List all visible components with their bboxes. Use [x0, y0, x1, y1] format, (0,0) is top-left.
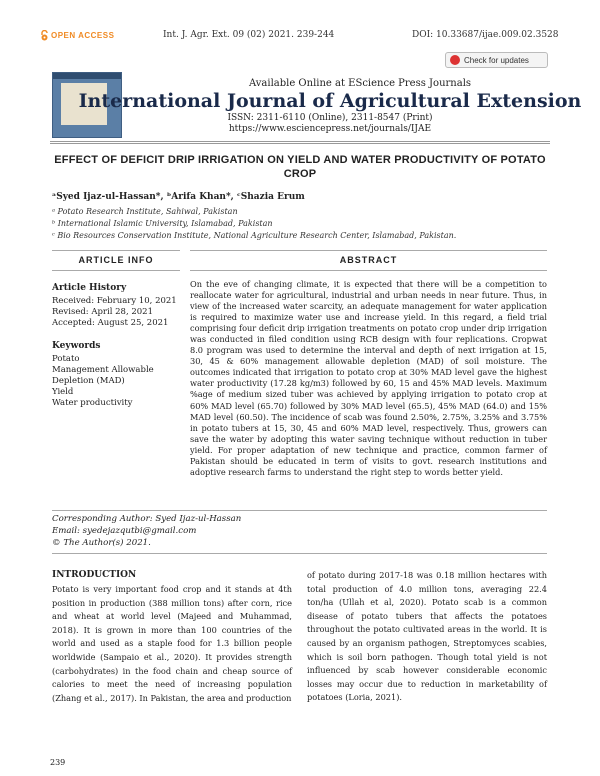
open-lock-icon	[40, 30, 49, 41]
keyword: Water productivity	[52, 398, 133, 408]
doi: DOI: 10.33687/ijae.009.02.3528	[412, 30, 559, 40]
keyword: Management Allowable	[52, 365, 154, 375]
keywords-heading: Keywords	[52, 341, 101, 351]
open-access-label: OPEN ACCESS	[51, 31, 115, 40]
check-for-updates-button[interactable]	[445, 52, 548, 68]
page-number: 239	[50, 758, 66, 767]
copyright: © The Author(s) 2021.	[52, 538, 151, 548]
corresponding-author: Corresponding Author: Syed Ijaz-ul-Hassan	[52, 514, 242, 524]
journal-title: International Journal of Agricultural Extension	[78, 90, 582, 112]
article-info-rule-bottom	[52, 270, 180, 271]
history-heading: Article History	[52, 283, 127, 293]
paper-title: EFFECT OF DEFICIT DRIP IRRIGATION ON YIELD AND WATER PRODUCTIVITY OF POTATO CROP	[54, 154, 546, 180]
keyword: Yield	[52, 387, 74, 397]
accepted-date: Accepted: August 25, 2021	[52, 318, 169, 328]
open-access-logo	[40, 30, 114, 41]
header-rule-2	[50, 143, 550, 144]
keyword: Potato	[52, 354, 80, 364]
availability-line: Available Online at EScience Press Journals	[248, 78, 472, 89]
article-info-heading: ARTICLE INFO	[78, 255, 154, 265]
abstract-heading: ABSTRACT	[339, 255, 398, 265]
check-for-updates-label: Check for updates	[464, 55, 529, 65]
citation: Int. J. Agr. Ext. 09 (02) 2021. 239-244	[163, 30, 335, 40]
affiliation-a: ᵃ Potato Research Institute, Sahiwal, Pakistan	[52, 207, 238, 216]
abstract-rule-top	[190, 250, 547, 251]
correspondence-rule-bottom	[52, 553, 547, 554]
body-column-right: of potato during 2017-18 was 0.18 million hectares with total production of 4.0 million tons, averaging 22.4 ton/ha (Ullah et al, 2020). Potato scab is a common disease of potato tubers that affects the potatoes throughout the potato cultivated areas in the world. It is caused by an organism pathogen, Streptomyces scabies, which is soil born pathogen. Though total yield is not influenced by scab however considerable economic losses may occur due to reduction in marketability of potatoes (Loria, 2021).	[307, 570, 547, 703]
affiliation-b: ᵇ International Islamic University, Islamabad, Pakistan	[52, 219, 273, 228]
journal-issn: ISSN: 2311-6110 (Online), 2311-8547 (Print)	[227, 113, 433, 123]
introduction-heading: INTRODUCTION	[52, 570, 137, 580]
revised-date: Revised: April 28, 2021	[52, 307, 153, 317]
body-column-left: Potato is very important food crop and it stands at 4th position in production (388 million tons) after corn, rice and wheat at world level (Majeed and Muhammad, 2018). It is grown in more than 100 countries of the world and used as a staple food for 1.3 billion people worldwide (Sampaio et al., 2020). It provides strength (carbohydrates) in the food chain and cheap source of calories to meet the need of increasing population (Zhang et al., 2017). In Pakistan, the area and production	[52, 584, 292, 703]
keyword: Depletion (MAD)	[52, 376, 125, 386]
corresponding-email[interactable]: Email: syedejazqutbi@gmail.com	[52, 526, 197, 536]
header-rule	[50, 141, 550, 142]
crossmark-icon	[450, 55, 460, 65]
affiliation-c: ᶜ Bio Resources Conservation Institute, National Agriculture Research Center, Islamabad, Pakistan.	[52, 231, 457, 240]
article-info-rule-top	[52, 250, 180, 251]
journal-url[interactable]: https://www.esciencepress.net/journals/IJAE	[228, 124, 432, 134]
correspondence-rule	[52, 510, 547, 511]
abstract-text: On the eve of changing climate, it is expected that there will be a competition to reallocate water for agricultural, industrial and urban needs in near future. Thus, in view of the increased water scarcity, an adequate management for water application is required to maximize water use and increase yield. In this regard, a field trial comprising four deficit drip irrigation treatments on potato crop under drip irrigation was conducted in filed condition using RCB design with four replications. Cropwat 8.0 program was used to determine the interval and depth of next irrigation at 15, 30, 45 & 60% management allowable depletion (MAD) of soil moisture. The outcomes indicated that irrigation to potato crop at 30% MAD level gave the highest water productivity (17.28 kg/m3) followed by 60, 15 and 45% MAD levels. Maximum %age of medium sized tuber was achieved by applying irrigation to potato crop at 60% MAD level (65.70) followed by 30% MAD level (65.5), 45% MAD (64.0) and 15% MAD level (60.50). The incidence of scab was found 2.50%, 2.75%, 3.25% and 3.75% in potato tubers at 15, 30, 45 and 60% MAD level, respectively. Thus, growers can save the water by adopting this water saving technique without reduction in tuber yield. For proper adaptation of new technique and practice, common farmer of Pakistan should be educated in term of visits to govt. research institutions and adoptive research farms to understand the right step to words better yield.	[190, 279, 547, 477]
received-date: Received: February 10, 2021	[52, 296, 177, 306]
author-list: ᵃSyed Ijaz-ul-Hassan*, ᵇArifa Khan*, ᶜShazia Erum	[52, 192, 305, 202]
abstract-rule-bottom	[190, 270, 547, 271]
